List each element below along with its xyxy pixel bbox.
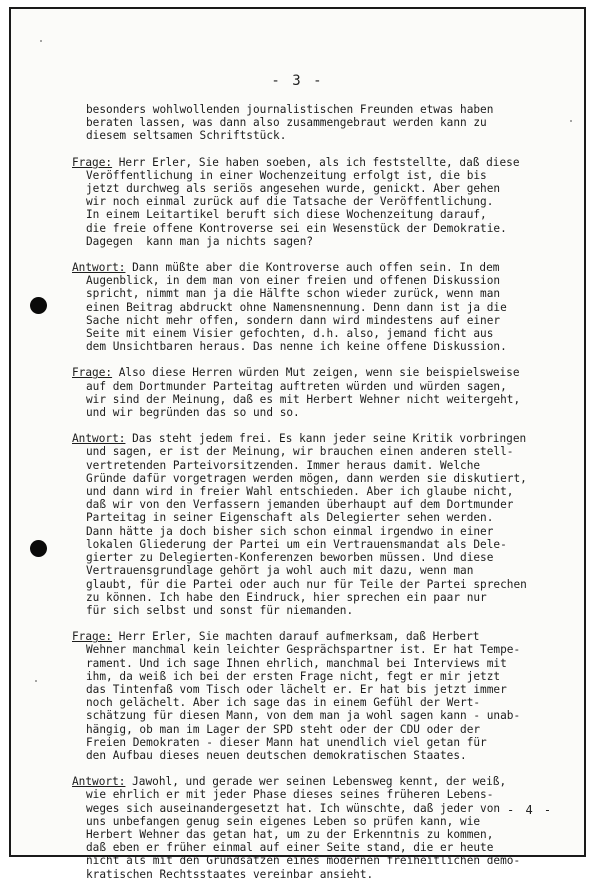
text-line: und dann wird in freier Wahl entschieden. Aber ich glaube nicht, bbox=[86, 485, 514, 499]
text-line: und sagen, er ist der Meinung, wir brauchen einen anderen stell- bbox=[86, 445, 514, 459]
text-line: Gründe dafür vorgetragen werden mögen, dann werden sie diskutiert, bbox=[86, 471, 527, 485]
text-line: noch gelächelt. Aber ich sage das in einem Gefühl der Wert- bbox=[86, 696, 481, 710]
text-line: Seite mit einem Visier gefochten, d.h. also, jemand ficht aus bbox=[86, 327, 494, 341]
text-line: Veröffentlichung in einer Wochenzeitung erfolgt ist, die bis bbox=[86, 168, 487, 182]
paragraph-first-line bbox=[72, 630, 562, 643]
first-line-text: Dann müßte aber die Kontroverse auch offen sein. In dem bbox=[125, 261, 500, 275]
first-line-text: Herr Erler, Sie haben soeben, als ich feststellte, daß diese bbox=[112, 155, 520, 169]
interview-blocks bbox=[72, 156, 562, 881]
text-line: jetzt durchweg als seriös angesehen wurde, genickt. Aber gehen bbox=[86, 182, 501, 196]
document-body bbox=[72, 103, 562, 894]
speaker-label: Antwort: bbox=[72, 775, 126, 789]
text-line: das Tintenfaß vom Tisch oder lächelt er. Er hat bis jetzt immer bbox=[86, 682, 507, 696]
text-line: daß eben er früher einmal auf einer Seite stand, die er heute bbox=[86, 841, 494, 855]
speaker-label: Antwort: bbox=[72, 432, 126, 446]
text-line: nicht als mit den Grundsätzen eines modernen freiheitlichen demo- bbox=[86, 854, 521, 868]
next-page-marker: - 4 - bbox=[507, 803, 554, 817]
text-line: vertretenden Parteivorsitzenden. Immer heraus damit. Welche bbox=[86, 458, 481, 472]
text-line: kratischen Rechtsstaates vereinbar ansieht. bbox=[86, 867, 374, 881]
paragraph-first-line bbox=[72, 156, 562, 169]
interview-paragraph bbox=[72, 156, 562, 248]
text-line: ihm, da weiß ich bei der ersten Frage nicht, fegt er mir jetzt bbox=[86, 669, 501, 683]
text-line: Wehner manchmal kein leichter Gesprächspartner ist. Er hat Tempe- bbox=[86, 643, 521, 657]
paragraph-first-line bbox=[72, 432, 562, 445]
speaker-label: Frage: bbox=[72, 155, 113, 169]
text-line: Dagegen kann man ja nichts sagen? bbox=[86, 234, 314, 248]
interview-paragraph bbox=[72, 261, 562, 353]
scan-speck bbox=[35, 680, 37, 682]
scan-speck bbox=[40, 40, 42, 42]
text-line: glaubt, für die Partei oder auch nur für Teile der Partei sprechen bbox=[86, 577, 527, 591]
text-line: beraten lassen, was dann also zusammengebraut werden kann zu bbox=[86, 116, 487, 130]
text-line: schätzung für diesen Mann, von dem man ja wohl sagen kann - unab- bbox=[86, 709, 521, 723]
text-line: für sich selbst und sonst für niemanden. bbox=[86, 603, 354, 617]
interview-paragraph bbox=[72, 630, 562, 762]
text-line: Parteitag in seiner Eigenschaft als Delegierter sehen werden. bbox=[86, 511, 494, 525]
punch-hole-lower bbox=[30, 540, 47, 557]
intro-paragraph bbox=[72, 103, 562, 143]
text-line: rament. Und ich sage Ihnen ehrlich, manchmal bei Interviews mit bbox=[86, 656, 507, 670]
text-line: weges sich auseinandergesetzt hat. Ich wünschte, daß jeder von bbox=[86, 801, 501, 815]
text-line: besonders wohlwollenden journalistischen Freunden etwas haben bbox=[86, 103, 494, 116]
text-line: Freien Demokraten - dieser Mann hat unendlich viel getan für bbox=[86, 735, 487, 749]
speaker-label: Frage: bbox=[72, 630, 113, 644]
text-line: wie ehrlich er mit jeder Phase dieses seines früheren Lebens- bbox=[86, 788, 494, 802]
interview-paragraph bbox=[72, 432, 562, 617]
text-line: und wir begründen das so und so. bbox=[86, 406, 300, 420]
speaker-label: Antwort: bbox=[72, 261, 126, 275]
page-number: - 3 - bbox=[271, 73, 324, 89]
text-line: zu können. Ich habe den Eindruck, hier sprechen ein paar nur bbox=[86, 590, 487, 604]
text-line: dem Unsichtbaren heraus. Das nenne ich keine offene Diskussion. bbox=[86, 340, 507, 354]
punch-hole-upper bbox=[30, 297, 47, 314]
text-line: hängig, ob man im Lager der SPD steht oder der CDU oder der bbox=[86, 722, 481, 736]
first-line-text: Herr Erler, Sie machten darauf aufmerksam, daß Herbert bbox=[112, 630, 480, 644]
first-line-text: Das steht jedem frei. Es kann jeder seine Kritik vorbringen bbox=[125, 432, 527, 446]
text-line: Herbert Wehner das getan hat, um zu der Erkenntnis zu kommen, bbox=[86, 827, 494, 841]
text-line: wir noch einmal zurück auf die Tatsache der Veröffentlichung. bbox=[86, 195, 494, 209]
first-line-text: Also diese Herren würden Mut zeigen, wenn sie beispielsweise bbox=[112, 366, 520, 380]
text-line: daß wir von den Verfassern jemanden überhaupt auf dem Dortmunder bbox=[86, 498, 514, 512]
text-line: In einem Leitartikel beruft sich diese Wochenzeitung darauf, bbox=[86, 208, 487, 222]
text-line: Vertrauensgrundlage gehört ja wohl auch mit dazu, wenn man bbox=[86, 564, 474, 578]
text-line: die freie offene Kontroverse sei ein Wesenstück der Demokratie. bbox=[86, 221, 507, 235]
text-line: auf dem Dortmunder Parteitag auftreten würden und würden sagen, bbox=[86, 379, 507, 393]
text-line: lokalen Gliederung der Partei um ein Vertrauensmandat als Dele- bbox=[86, 537, 507, 551]
interview-paragraph bbox=[72, 775, 562, 881]
text-line: wir sind der Meinung, daß es mit Herbert Wehner nicht weitergeht, bbox=[86, 392, 521, 406]
speaker-label: Frage: bbox=[72, 366, 113, 380]
text-line: gierter zu Delegierten-Konferenzen beworben müssen. Und diese bbox=[86, 551, 494, 565]
text-line: spricht, nimmt man ja die Hälfte schon wieder zurück, wenn man bbox=[86, 287, 501, 301]
scan-speck bbox=[570, 120, 572, 122]
interview-paragraph bbox=[72, 366, 562, 419]
paragraph-first-line bbox=[72, 366, 562, 379]
text-line: Augenblick, in dem man von einer freien und offenen Diskussion bbox=[86, 274, 501, 288]
first-line-text: Jawohl, und gerade wer seinen Lebensweg kennt, der weiß, bbox=[125, 775, 507, 789]
text-line: den Aufbau dieses neuen deutschen demokratischen Staates. bbox=[86, 748, 467, 762]
paragraph-first-line bbox=[72, 775, 562, 788]
text-line: Dann hätte ja doch bisher sich schon einmal irgendwo in einer bbox=[86, 524, 494, 538]
text-line: uns unbefangen genug sein eigenes Leben so prüfen kann, wie bbox=[86, 814, 481, 828]
text-line: einen Beitrag abdruckt ohne Namensnennung. Denn dann ist ja die bbox=[86, 300, 507, 314]
text-line: Sache nicht mehr offen, sondern dann wird mindestens auf einer bbox=[86, 313, 501, 327]
text-line: diesem seltsamen Schriftstück. bbox=[86, 129, 287, 143]
paragraph-first-line bbox=[72, 261, 562, 274]
